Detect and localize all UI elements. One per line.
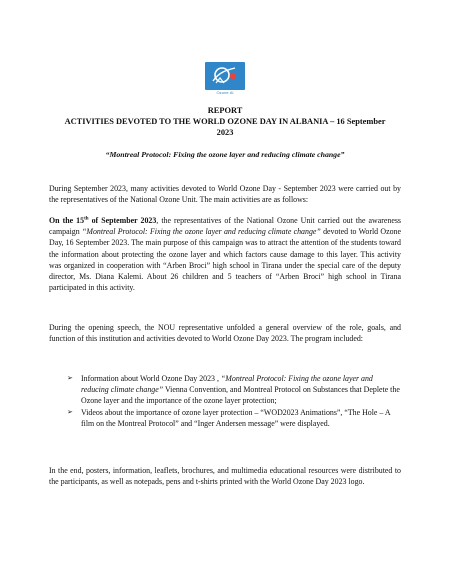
report-title: ACTIVITIES DEVOTED TO THE WORLD OZONE DAY IN ALBANIA – 16 September [64, 117, 386, 126]
campaign-name: “Montreal Protocol: Fixing the ozone layer and reducing climate change” [81, 227, 321, 237]
report-title-year: 2023 [216, 128, 234, 137]
intro-paragraph: During September 2023, many activities devoted to World Ozone Day - September 2023 were carried out by the representatives of the National Ozone Unit. The main activities are as follows: [49, 184, 401, 205]
arrow-bullet-icon: ➢ [67, 374, 73, 382]
list-item: ➢ Information about World Ozone Day 2023 , “Montreal Protocol: Fixing the ozone layer and reducing climate change” Vienna Convention, and Montreal Protocol on Substances that Deplete the Ozone layer and the importance of the ozone layer protection; [67, 374, 400, 406]
ozone-logo [205, 62, 245, 90]
ozone-figure-icon [205, 62, 245, 90]
program-list [67, 373, 401, 429]
list-item: ➢ Videos about the importance of ozone layer protection – “WOD2023 Animations”, “The Hole – A film on the Montreal Protocol” and “Inger Andersen message” were displayed. [67, 407, 391, 428]
opening-paragraph: During the opening speech, the NOU representative unfolded a general overview of the role, goals, and function of this institution and activities devoted to World Ozone Day 2023. The program included: [49, 323, 401, 344]
logo-caption: Ozone Al [216, 90, 234, 95]
report-heading: REPORT [207, 106, 243, 115]
arrow-bullet-icon: ➢ [67, 407, 73, 416]
activity-paragraph: On the 15th of September 2023, the representatives of the National Ozone Unit carried out the awareness campaign “Montreal Protocol: Fixing the ozone layer and reducing climate change” devoted to World Ozone Day, 16 September 2023. The main purpose of this campaign was to attract the attention of the students toward the information about protecting the ozone layer and which factors cause damage to this layer. This activity was organized in cooperation with “Arben Broci” high school in Tirana under the special care of the deputy director, Ms. Diana Kalemi. About 26 children and 5 teachers of “Arben Broci” high school in Tirana participated in this activity. [49, 216, 402, 293]
closing-paragraph: In the end, posters, information, leaflets, brochures, and multimedia educational resources were distributed to the participants, as well as notepads, pens and t-shirts printed with the World Ozone Day 2023 logo. [49, 466, 401, 487]
activity-date: On the 15th of September 2023 [49, 216, 157, 225]
report-subtitle: “Montreal Protocol: Fixing the ozone layer and reducing climate change” [105, 150, 345, 159]
